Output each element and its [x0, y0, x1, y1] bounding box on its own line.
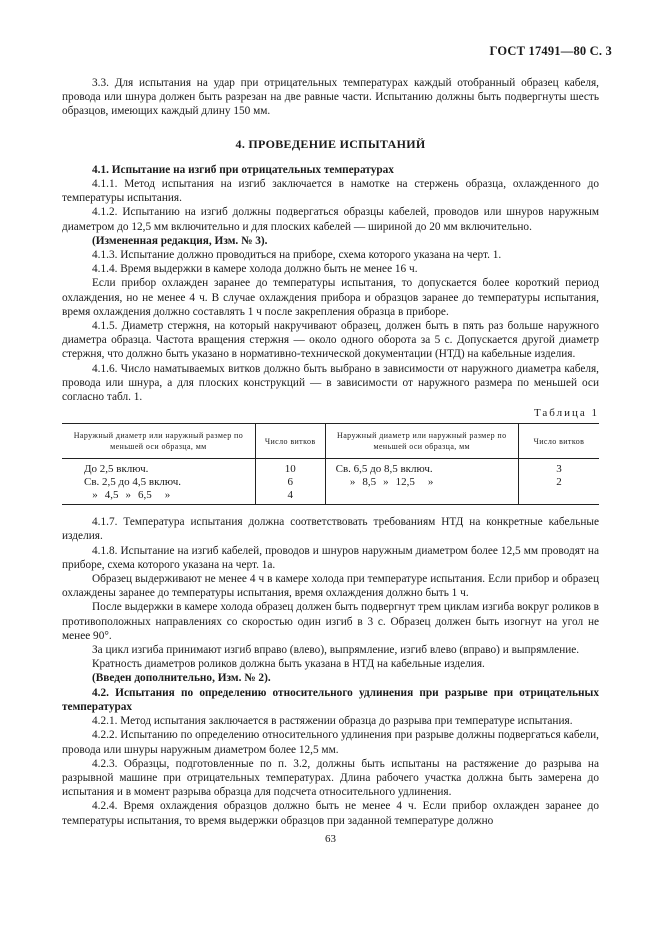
- paragraph-4-1-4: 4.1.4. Время выдержки в камере холода должно быть не менее 16 ч.: [92, 263, 418, 276]
- page-header: ГОСТ 17491—80 С. 3: [489, 44, 612, 58]
- table-cell: [518, 489, 599, 505]
- table-header-cell: Наружный диаметр или наружный размер по меньшей оси образца, мм: [62, 424, 255, 459]
- paragraph-3-3: 3.3. Для испытания на удар при отрицательных температурах каждый отобранный образец кабеля, провода или шнура должен быть разрезан на две равные части. Испытанию должны быть подвергнуты шесть образцов, имеющих каждый длину 150 мм.: [62, 77, 599, 118]
- table-cell: До 2,5 включ.: [84, 463, 149, 476]
- page-content: [62, 76, 599, 828]
- table-value: 8,5: [362, 476, 377, 489]
- table-cell: 4: [255, 489, 325, 505]
- section-title: 4. ПРОВЕДЕНИЕ ИСПЫТАНИЙ: [235, 136, 426, 151]
- table-row: [62, 476, 599, 489]
- table-row: [62, 489, 599, 505]
- table-header-cell: Число витков: [518, 424, 599, 459]
- ditto-mark: »: [92, 488, 98, 501]
- ditto-mark: »: [427, 476, 434, 489]
- table-value: 4,5: [104, 488, 119, 501]
- ditto-mark: »: [125, 488, 131, 501]
- subsection-title-4-2: 4.2. Испытания по определению относительного удлинения при разрыве при отрицательных температурах: [62, 686, 599, 713]
- table-header-row: [62, 424, 599, 459]
- paragraph-4-2-4: 4.2.4. Время охлаждения образцов должно быть не менее 4 ч. Если прибор охлажден заранее до температуры испытания, то время выдержки образцов при заданной температуре должно: [62, 800, 599, 827]
- table-cell: 2: [518, 476, 599, 489]
- table-header-cell: Число витков: [255, 424, 325, 459]
- page-number: 63: [325, 833, 336, 845]
- amendment-note: (Измененная редакция, Изм. № 3).: [92, 234, 268, 247]
- paragraph-4-2-1: 4.2.1. Метод испытания заключается в растяжении образца до разрыва при температуре испытания.: [92, 715, 573, 728]
- turns-table: [62, 423, 599, 505]
- paragraph-4-1-7: 4.1.7. Температура испытания должна соответствовать требованиям НТД на конкретные кабельные изделия.: [62, 516, 599, 543]
- paragraph-4-1-8-c: После выдержки в камере холода образец должен быть подвергнут трем циклам изгиба вокруг роликов в противоположных направлениях со скоростью один изгиб в 3 с. Образец должен быть изогнут на угол не менее 90°.: [62, 601, 599, 642]
- subsection-title-4-1: 4.1. Испытание на изгиб при отрицательных температурах: [92, 163, 394, 176]
- table-cell: 10: [255, 459, 325, 476]
- paragraph-4-1-8-e: Кратность диаметров роликов должна быть указана в НТД на кабельные изделия.: [92, 658, 485, 671]
- table-cell: 3: [518, 459, 599, 476]
- ditto-mark: »: [383, 476, 389, 489]
- table-cell: [62, 489, 255, 505]
- paragraph-4-1-4-continued: Если прибор охлажден заранее до температуры испытания, то допускается более короткий период охлаждения, но не менее 4 ч. В случае охлаждения прибора и образцов заранее до температуры испытания, время охлаждения должно составлять 1 ч после закрепления образца в приборе.: [62, 277, 599, 318]
- table-value: 12,5: [395, 476, 415, 489]
- table-cell: Св. 6,5 до 8,5 включ.: [325, 459, 518, 476]
- paragraph-4-2-3: 4.2.3. Образцы, подготовленные по п. 3.2, должны быть испытаны на растяжение до разрыва на разрывной машине при отрицательных температурах. Длина рабочего участка должна быть замерена до испытания и в момент разрыва образца для подсчета относительного удлинения.: [62, 757, 599, 799]
- amendment-note: (Введен дополнительно, Изм. № 2).: [92, 672, 271, 685]
- paragraph-4-1-8-d: За цикл изгиба принимают изгиб вправо (влево), выпрямление, изгиб влево (вправо) и выпрямление.: [92, 644, 580, 657]
- paragraph-4-2-2: 4.2.2. Испытанию по определению относительного удлинения при разрыве должны подвергаться кабели, провода или шнуры наружным диаметром более 12,5 мм.: [62, 729, 599, 756]
- paragraph-4-1-8: 4.1.8. Испытание на изгиб кабелей, проводов и шнуров наружным диаметром более 12,5 мм проводят на приборе, схема которого указана на черт. 1а.: [62, 544, 599, 571]
- ditto-mark: »: [349, 476, 356, 489]
- table-caption: Таблица 1: [533, 407, 599, 420]
- paragraph-4-1-1: 4.1.1. Метод испытания на изгиб заключается в намотке на стержень образца, охлажденного до температуры испытания.: [62, 178, 599, 205]
- paragraph-4-1-3: 4.1.3. Испытание должно проводиться на приборе, схема которого указана на черт. 1.: [92, 249, 502, 262]
- paragraph-4-1-2: 4.1.2. Испытанию на изгиб должны подвергаться образцы кабелей, проводов или шнуров наружным диаметром до 12,5 мм включительно и для плоских кабелей — шириной до 20 мм включительно.: [62, 206, 599, 233]
- table-cell: [325, 489, 518, 505]
- table-row: [62, 459, 599, 476]
- ditto-mark: »: [164, 488, 171, 501]
- table-cell: 6: [255, 476, 325, 489]
- table-value: 6,5: [138, 488, 152, 501]
- table-header-cell: Наружный диаметр или наружный размер по меньшей оси образца, мм: [325, 424, 518, 459]
- paragraph-4-1-5: 4.1.5. Диаметр стержня, на который накручивают образец, должен быть в пять раз больше наружного диаметра образца. Частота вращения стержня — около одного оборота за 5 с. Допускается другой диаметр стержня, что должно быть указано в нормативно-технической документации (НТД) на кабельные изделия.: [62, 320, 599, 361]
- paragraph-4-1-6: 4.1.6. Число наматываемых витков должно быть выбрано в зависимости от наружного диаметра кабеля, провода или шнура, а для плоских конструкций — в зависимости от наружного размера по меньшей оси согласно табл. 1.: [62, 362, 599, 404]
- paragraph-4-1-8-b: Образец выдерживают не менее 4 ч в камере холода при температуре испытания. Если прибор и образец охлаждены заранее до температуры испытания, время охлаждения должно быть 1 ч.: [62, 573, 599, 600]
- table-cell: [325, 476, 518, 489]
- table-cell: Св. 2,5 до 4,5 включ.: [84, 476, 181, 489]
